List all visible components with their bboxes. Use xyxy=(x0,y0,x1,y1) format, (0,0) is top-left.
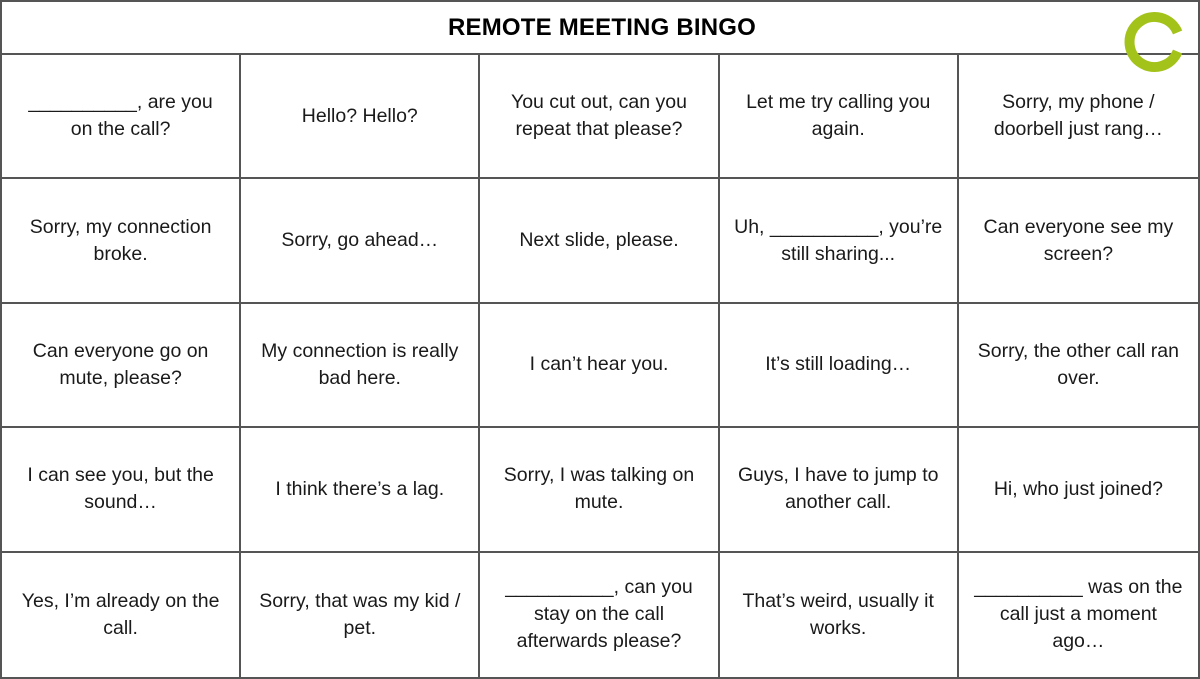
bingo-cell xyxy=(959,553,1198,677)
bingo-cell xyxy=(720,179,959,303)
bingo-cell-text: Sorry, go ahead… xyxy=(281,229,439,252)
bingo-cell xyxy=(720,55,959,179)
bingo-cell xyxy=(2,553,241,677)
bingo-grid xyxy=(2,55,1198,677)
bingo-cell-text: __________, can you stay on the call afterwards please? xyxy=(505,576,693,653)
bingo-cell xyxy=(480,553,719,677)
bingo-cell-text: Next slide, please. xyxy=(519,229,679,252)
title-bar xyxy=(2,2,1198,55)
bingo-cell xyxy=(241,55,480,179)
bingo-cell-text: Sorry, my connection broke. xyxy=(29,215,212,265)
page-title: REMOTE MEETING BINGO xyxy=(447,13,756,41)
bingo-cell-text: I can see you, but the sound… xyxy=(27,464,214,514)
bingo-cell xyxy=(241,179,480,303)
bingo-cell-text: I can’t hear you. xyxy=(529,353,669,376)
bingo-cell-text: Guys, I have to jump to another call. xyxy=(737,464,939,514)
bingo-cell xyxy=(2,179,241,303)
bingo-cell-text: You cut out, can you repeat that please? xyxy=(510,91,687,141)
bingo-cell xyxy=(480,179,719,303)
bingo-cell-text: Hi, who just joined? xyxy=(993,477,1163,500)
bingo-cell-text: My connection is really bad here. xyxy=(261,339,459,389)
bingo-cell-text: Can everyone go on mute, please? xyxy=(32,339,209,389)
bingo-cell-text: __________ was on the call just a moment ago… xyxy=(974,576,1183,653)
bingo-cell-text: Sorry, the other call ran over. xyxy=(977,339,1179,389)
bingo-cell xyxy=(959,55,1198,179)
bingo-cell-text: That’s weird, usually it works. xyxy=(742,589,934,639)
bingo-cell-text: It’s still loading… xyxy=(765,353,912,376)
bingo-cell-text: Sorry, that was my kid / pet. xyxy=(259,589,461,639)
bingo-cell-text: __________, are you on the call? xyxy=(28,91,213,141)
bingo-cell xyxy=(241,428,480,552)
bingo-cell xyxy=(2,428,241,552)
bingo-cell xyxy=(480,55,719,179)
bingo-cell-text: Sorry, I was talking on mute. xyxy=(503,464,695,514)
bingo-cell-text: Let me try calling you again. xyxy=(746,91,931,141)
bingo-cell xyxy=(2,304,241,428)
bingo-cell-text: Yes, I’m already on the call. xyxy=(21,589,220,639)
bingo-cell xyxy=(480,428,719,552)
bingo-cell xyxy=(480,304,719,428)
bingo-cell xyxy=(2,55,241,179)
bingo-cell-text: Sorry, my phone / doorbell just rang… xyxy=(993,91,1163,141)
bingo-cell xyxy=(959,428,1198,552)
bingo-cell-text: Uh, __________, you’re still sharing... xyxy=(734,215,943,265)
bingo-cell xyxy=(241,553,480,677)
bingo-cell-text: Can everyone see my screen? xyxy=(983,215,1174,265)
bingo-cell xyxy=(720,553,959,677)
bingo-cell xyxy=(959,179,1198,303)
bingo-cell xyxy=(720,304,959,428)
bingo-cell-text: I think there’s a lag. xyxy=(275,477,445,500)
bingo-cell xyxy=(241,304,480,428)
bingo-cell xyxy=(720,428,959,552)
bingo-cell xyxy=(959,304,1198,428)
bingo-cell-text: Hello? Hello? xyxy=(301,104,418,127)
